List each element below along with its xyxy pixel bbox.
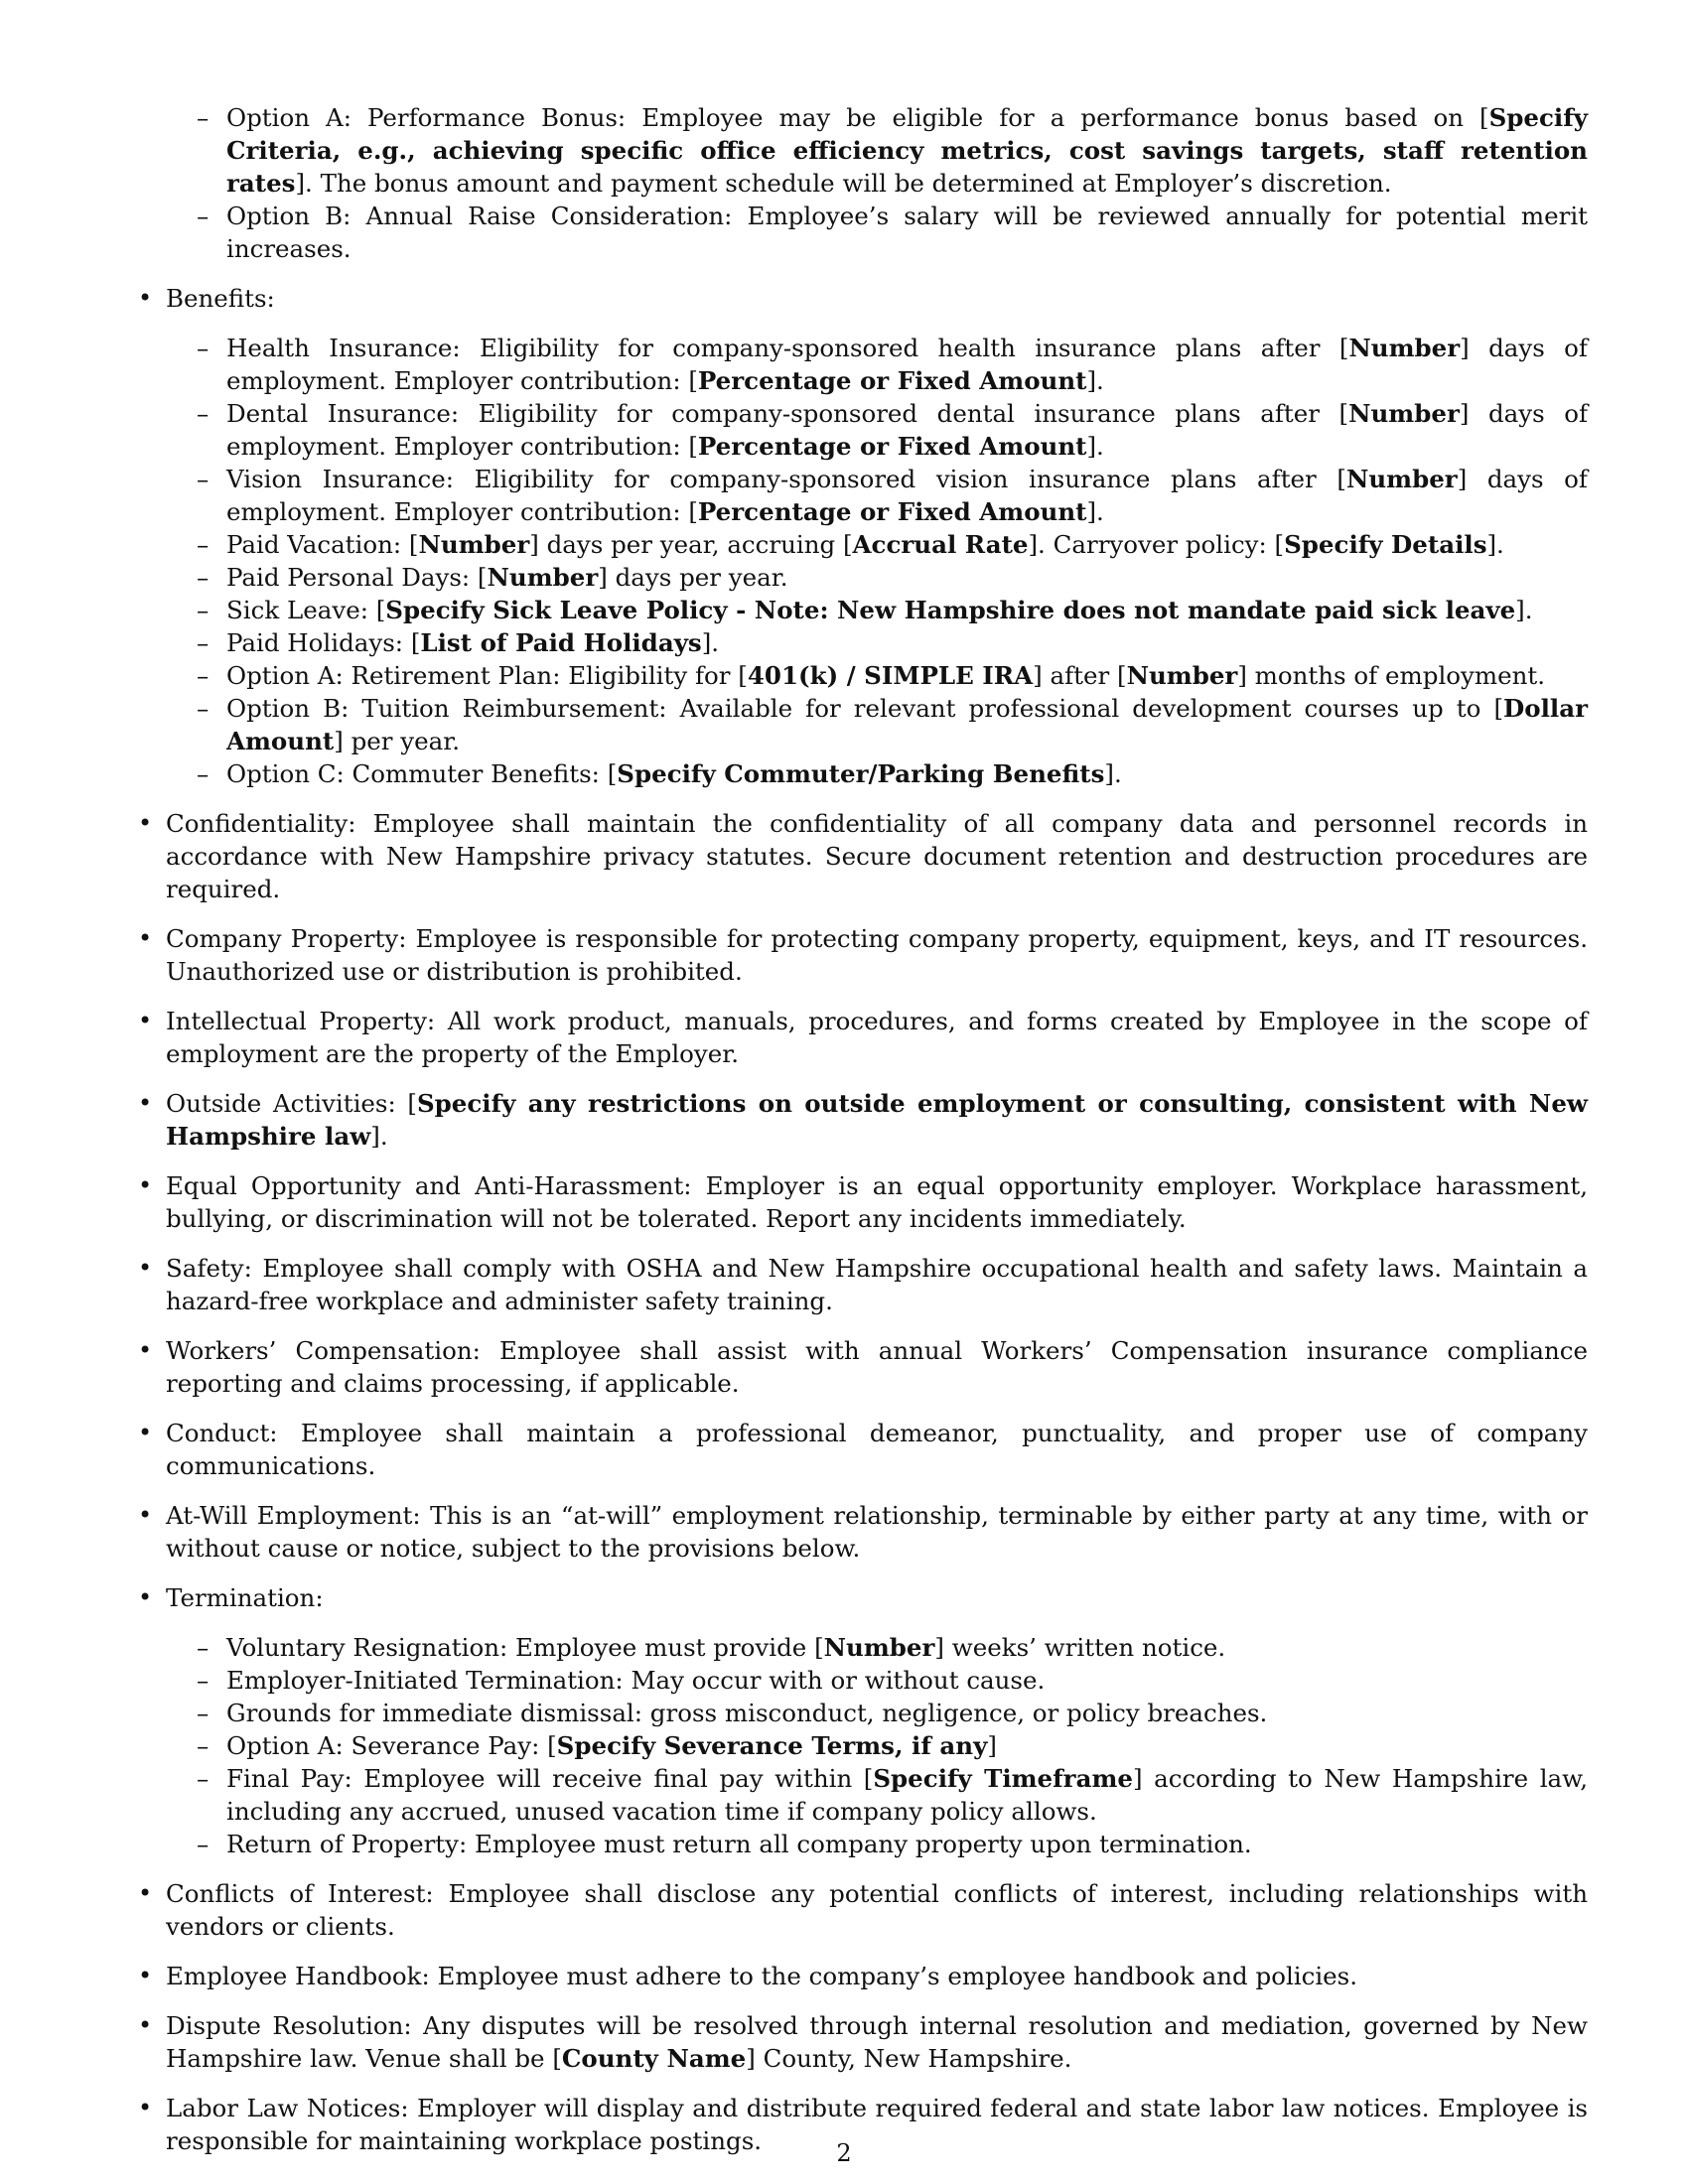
clause-text: Outside Activities: [ <box>166 1089 417 1118</box>
placeholder-field: Number <box>823 1633 935 1662</box>
clause-text: ] days per year. <box>598 563 788 592</box>
termination-item <box>226 1729 1588 1762</box>
clause-text: ]. The bonus amount and payment schedule will be determined at Employer’s discretion. <box>295 169 1392 198</box>
benefit-item <box>226 561 1588 594</box>
compensation-options-list <box>166 101 1588 265</box>
clause-text: ] per year. <box>334 727 461 755</box>
benefits-label: Benefits: <box>166 284 275 313</box>
benefit-item <box>226 332 1588 397</box>
clause-item <box>166 1960 1588 1992</box>
benefit-item <box>226 528 1588 561</box>
placeholder-field: Specify Commuter/Parking Benefits <box>617 759 1105 788</box>
placeholder-field: Specify Details <box>1284 530 1487 559</box>
clause-text: ] weeks’ written notice. <box>934 1633 1226 1662</box>
benefit-item <box>226 757 1588 790</box>
clause-text: Option A: Performance Bonus: Employee may be eligible for a performance bonus based on [ <box>226 103 1489 132</box>
clause-text: ] months of employment. <box>1237 661 1546 690</box>
clause-item <box>166 1169 1588 1235</box>
benefit-item <box>226 397 1588 463</box>
placeholder-field: Dollar Amount <box>226 694 1588 755</box>
termination-item <box>226 1762 1588 1828</box>
clause-text: Confidentiality: Employee shall maintain the confidentiality of all company data and personnel records in accordance with New Hampshire privacy statutes. Secure document retention and destruction procedures are required. <box>166 809 1588 903</box>
placeholder-field: Specify Severance Terms, if any <box>556 1731 988 1760</box>
clause-text: Option B: Annual Raise Consideration: Employee’s salary will be reviewed annually for potential merit increases. <box>226 202 1588 263</box>
placeholder-field: Specify Criteria, e.g., achieving specific office efficiency metrics, cost savings targets, staff retention rates <box>226 103 1588 198</box>
placeholder-field: Percentage or Fixed Amount <box>697 432 1087 461</box>
clause-text: Conduct: Employee shall maintain a professional demeanor, punctuality, and proper use of company communications. <box>166 1419 1588 1480</box>
clause-item <box>166 1499 1588 1565</box>
placeholder-field: Percentage or Fixed Amount <box>697 497 1087 526</box>
clause-text: Grounds for immediate dismissal: gross misconduct, negligence, or policy breaches. <box>226 1699 1268 1727</box>
clause-text: Equal Opportunity and Anti-Harassment: Employer is an equal opportunity employer. Workplace harassment, bullying, or discrimination will not be tolerated. Report any incidents immediately. <box>166 1171 1588 1233</box>
clause-text: Option B: Tuition Reimbursement: Available for relevant professional development courses up to [ <box>226 694 1504 723</box>
clause-text: Paid Personal Days: [ <box>226 563 488 592</box>
clause-text: Labor Law Notices: Employer will display and distribute required federal and state labor law notices. Employee is responsible for maintaining workplace postings. <box>166 2094 1588 2155</box>
clause-item <box>166 1877 1588 1943</box>
termination-item <box>226 1697 1588 1729</box>
clause-text: ] according to New Hampshire law, including any accrued, unused vacation time if company policy allows. <box>226 1764 1588 1826</box>
clause-text: ] days of employment. Employer contribution: [ <box>226 399 1589 461</box>
placeholder-field: Number <box>1348 399 1460 428</box>
clause-item <box>166 1087 1588 1153</box>
benefit-item <box>226 594 1588 626</box>
clause-text: Paid Holidays: [ <box>226 628 421 657</box>
clause-text: Final Pay: Employee will receive final pay within [ <box>226 1764 874 1793</box>
benefit-item <box>226 692 1588 757</box>
clause-text: ] after [ <box>1033 661 1127 690</box>
clause-text: Paid Vacation: [ <box>226 530 419 559</box>
page-number: 2 <box>836 2139 852 2167</box>
clause-text: ]. <box>1486 530 1504 559</box>
clause-text: Option A: Retirement Plan: Eligibility for [ <box>226 661 748 690</box>
clause-text: ]. <box>370 1122 388 1151</box>
clause-text: Option A: Severance Pay: [ <box>226 1731 557 1760</box>
compensation-option-item <box>226 200 1588 265</box>
clause-text: Option C: Commuter Benefits: [ <box>226 759 618 788</box>
clause-text: At-Will Employment: This is an “at-will” employment relationship, terminable by either party at any time, with or without cause or notice, subject to the provisions below. <box>166 1501 1588 1563</box>
compensation-option-item <box>226 101 1588 200</box>
clause-text: Vision Insurance: Eligibility for company-sponsored vision insurance plans after [ <box>226 465 1346 493</box>
clause-text: Voluntary Resignation: Employee must provide [ <box>226 1633 824 1662</box>
clause-item <box>166 1005 1588 1070</box>
placeholder-field: Specify any restrictions on outside employment or consulting, consistent with New Hampshire law <box>166 1089 1589 1151</box>
clause-text: ] days of employment. Employer contribution: [ <box>226 465 1588 526</box>
clause-text: Sick Leave: [ <box>226 596 386 624</box>
clause-list <box>166 101 1588 2157</box>
clause-item <box>166 2009 1588 2075</box>
clause-text: ]. <box>1104 759 1122 788</box>
clause-item <box>166 1252 1588 1317</box>
placeholder-field: List of Paid Holidays <box>420 628 702 657</box>
clause-text: ]. Carryover policy: [ <box>1028 530 1285 559</box>
benefit-item <box>226 463 1588 528</box>
termination-item <box>226 1664 1588 1697</box>
placeholder-field: Number <box>1348 334 1461 362</box>
clause-text: Company Property: Employee is responsible for protecting company property, equipment, keys, and IT resources. Unauthorized use or distribution is prohibited. <box>166 924 1588 986</box>
placeholder-field: Specify Sick Leave Policy - Note: New Hampshire does not mandate paid sick leave <box>385 596 1516 624</box>
placeholder-field: Number <box>487 563 599 592</box>
benefits-list <box>166 332 1588 790</box>
document-body <box>166 101 1588 2174</box>
clause-text: Employer-Initiated Termination: May occur with or without cause. <box>226 1666 1046 1695</box>
clause-text: Conflicts of Interest: Employee shall disclose any potential conflicts of interest, including relationships with vendors or clients. <box>166 1879 1588 1941</box>
clause-text: ]. <box>701 628 720 657</box>
clause-text: ] <box>987 1731 997 1760</box>
clause-text: ]. <box>1086 497 1104 526</box>
clause-item <box>166 1417 1588 1482</box>
clause-text: ] County, New Hampshire. <box>746 2044 1072 2073</box>
placeholder-field: Number <box>418 530 530 559</box>
termination-label: Termination: <box>166 1583 324 1612</box>
placeholder-field: 401(k) / SIMPLE IRA <box>747 661 1034 690</box>
termination-item <box>226 1631 1588 1664</box>
clause-text: ] days per year, accruing [ <box>529 530 853 559</box>
clause-text: Health Insurance: Eligibility for company-sponsored health insurance plans after [ <box>226 334 1349 362</box>
placeholder-field: Specify Timeframe <box>873 1764 1133 1793</box>
termination-item <box>226 1828 1588 1860</box>
clause-text: Dental Insurance: Eligibility for company-sponsored dental insurance plans after [ <box>226 399 1349 428</box>
clause-text: ]. <box>1086 366 1104 395</box>
placeholder-field: Number <box>1126 661 1238 690</box>
clause-text: Intellectual Property: All work product, manuals, procedures, and forms created by Employee in the scope of employment are the property of the Employer. <box>166 1007 1588 1068</box>
placeholder-field: Number <box>1345 465 1458 493</box>
placeholder-field: County Name <box>561 2044 747 2073</box>
benefit-item <box>226 659 1588 692</box>
clause-text: Employee Handbook: Employee must adhere to the company’s employee handbook and policies. <box>166 1962 1358 1990</box>
clause-text: ]. <box>1086 432 1104 461</box>
clause-text: Workers’ Compensation: Employee shall assist with annual Workers’ Compensation insurance compliance reporting and claims processing, if applicable. <box>166 1336 1588 1398</box>
clause-text: ]. <box>1515 596 1533 624</box>
clause-item <box>166 807 1588 905</box>
placeholder-field: Accrual Rate <box>852 530 1029 559</box>
clause-text: Safety: Employee shall comply with OSHA and New Hampshire occupational health and safety laws. Maintain a hazard-free workplace and administer safety training. <box>166 1254 1588 1315</box>
clause-text: ] days of employment. Employer contribution: [ <box>226 334 1588 395</box>
termination-clause <box>166 1581 1588 1860</box>
clause-text: Return of Property: Employee must return all company property upon termination. <box>226 1830 1252 1858</box>
placeholder-field: Percentage or Fixed Amount <box>697 366 1087 395</box>
clause-text: Dispute Resolution: Any disputes will be resolved through internal resolution and mediation, governed by New Hampshire law. Venue shall be [ <box>166 2011 1588 2073</box>
clause-item <box>166 922 1588 988</box>
benefit-item <box>226 626 1588 659</box>
termination-list <box>166 1631 1588 1860</box>
compensation-options-continued <box>166 101 1588 265</box>
clause-item <box>166 1334 1588 1400</box>
benefits-clause <box>166 282 1588 790</box>
